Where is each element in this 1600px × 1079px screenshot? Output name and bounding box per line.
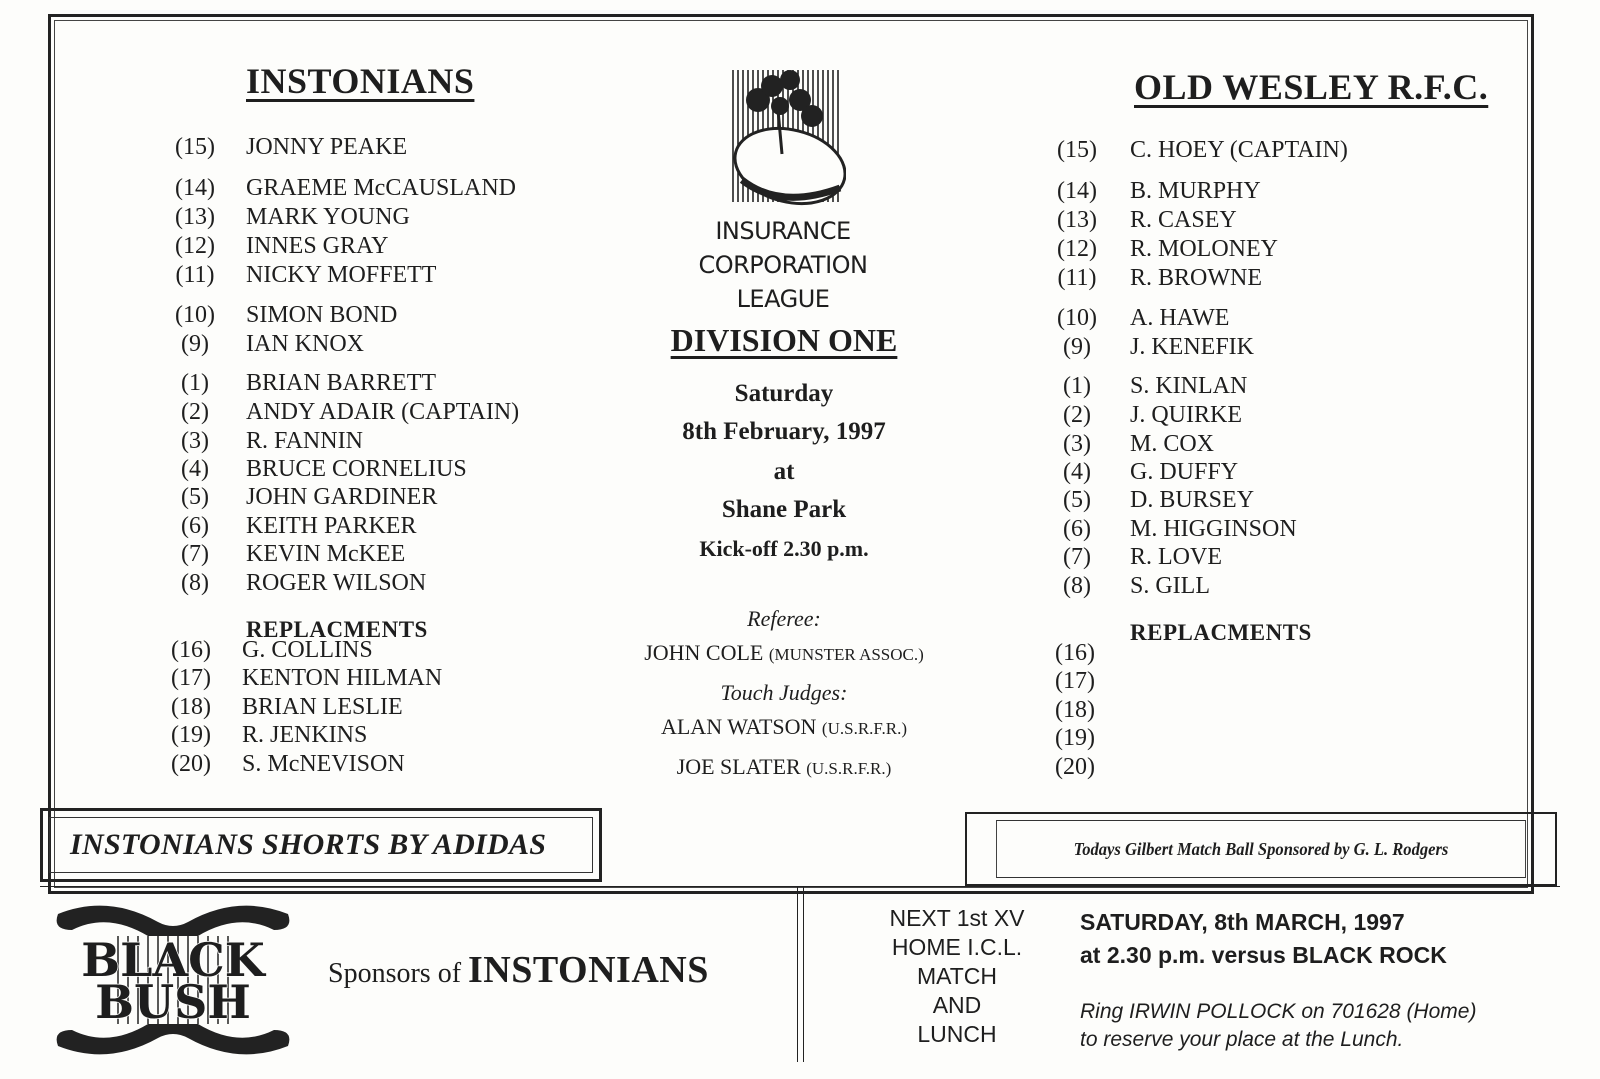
player-name: J. KENEFIK bbox=[1130, 334, 1254, 360]
player-number: (12) bbox=[175, 233, 215, 259]
league-logo-icon bbox=[730, 70, 846, 210]
player-name: R. BROWNE bbox=[1130, 265, 1262, 291]
player-name: B. MURPHY bbox=[1130, 178, 1261, 204]
player-name: KEVIN McKEE bbox=[246, 541, 406, 567]
player-number: (8) bbox=[181, 570, 209, 596]
touch-judge-2 bbox=[580, 754, 988, 780]
match-ball-sponsor-text: Todays Gilbert Match Ball Sponsored by G. L. Rodgers bbox=[996, 820, 1526, 878]
player-number: (5) bbox=[1063, 487, 1091, 513]
player-number: (2) bbox=[181, 399, 209, 425]
referee-association: (MUNSTER ASSOC.) bbox=[768, 645, 924, 664]
next-match-label-line: MATCH bbox=[916, 963, 998, 989]
referee-line bbox=[580, 640, 988, 666]
logo-line-1: BLACK bbox=[81, 933, 265, 987]
player-name: R. CASEY bbox=[1130, 207, 1237, 233]
kickoff-time: Kick-off 2.30 p.m. bbox=[699, 536, 869, 561]
player-number: (6) bbox=[181, 513, 209, 539]
player-number: (5) bbox=[181, 484, 209, 510]
player-name: M. COX bbox=[1130, 431, 1215, 457]
player-name: KEITH PARKER bbox=[246, 513, 417, 539]
away-replacements-heading: REPLACMENTS bbox=[1130, 620, 1312, 645]
player-number: (1) bbox=[181, 370, 209, 396]
player-number: (4) bbox=[181, 456, 209, 482]
player-name: JOHN GARDINER bbox=[246, 484, 438, 510]
match-venue: Shane Park bbox=[721, 496, 847, 523]
player-number: (14) bbox=[175, 175, 215, 201]
next-match-date-line-1: SATURDAY, 8th MARCH, 1997 bbox=[1080, 909, 1405, 935]
player-number: (19) bbox=[1055, 725, 1095, 751]
player-number: (13) bbox=[175, 204, 215, 230]
player-name: D. BURSEY bbox=[1130, 487, 1255, 513]
home-replacements-heading: REPLACMENTS bbox=[246, 617, 428, 642]
player-name: BRIAN BARRETT bbox=[246, 370, 437, 396]
touch-judge-1-name: ALAN WATSON bbox=[660, 714, 817, 739]
touch-judge-1-association: (U.S.R.F.R.) bbox=[821, 719, 907, 738]
player-number: (8) bbox=[1063, 573, 1091, 599]
touch-judge-2-association: (U.S.R.F.R.) bbox=[806, 759, 892, 778]
player-number: (10) bbox=[175, 302, 215, 328]
referee-label: Referee: bbox=[747, 606, 821, 631]
player-number: (15) bbox=[175, 134, 215, 160]
player-number: (6) bbox=[1063, 516, 1091, 542]
player-number: (17) bbox=[171, 665, 211, 691]
league-name: INSURANCE CORPORATION LEAGUE bbox=[698, 217, 868, 313]
match-day: Saturday bbox=[734, 380, 834, 407]
player-number: (16) bbox=[1055, 640, 1095, 666]
player-name: R. FANNIN bbox=[246, 428, 363, 454]
referee-name: JOHN COLE bbox=[644, 640, 764, 665]
next-match-label-line: LUNCH bbox=[917, 1021, 997, 1047]
sponsor-text: Sponsors of bbox=[328, 958, 462, 989]
next-match-date-line-2: at 2.30 p.m. versus BLACK ROCK bbox=[1080, 942, 1447, 968]
away-team-title: OLD WESLEY R.F.C. bbox=[1134, 67, 1489, 107]
player-name: ROGER WILSON bbox=[246, 570, 427, 596]
player-number: (7) bbox=[1063, 544, 1091, 570]
player-number: (3) bbox=[181, 428, 209, 454]
player-number: (9) bbox=[181, 331, 209, 357]
player-name: S. KINLAN bbox=[1130, 373, 1248, 399]
player-number: (3) bbox=[1063, 431, 1091, 457]
player-name: KENTON HILMAN bbox=[242, 665, 443, 691]
sponsor-team: INSTONIANS bbox=[468, 949, 709, 991]
lunch-reservation-note bbox=[1080, 998, 1476, 1054]
home-team-title: INSTONIANS bbox=[246, 61, 475, 101]
shorts-sponsor-text: INSTONIANS SHORTS BY ADIDAS bbox=[49, 817, 593, 873]
reservation-line-1: Ring IRWIN POLLOCK on 701628 (Home) bbox=[1080, 1000, 1477, 1023]
player-number: (20) bbox=[171, 751, 211, 777]
player-number: (12) bbox=[1057, 236, 1097, 262]
player-number: (18) bbox=[1055, 697, 1095, 723]
next-match-date bbox=[1080, 906, 1447, 972]
player-number: (11) bbox=[175, 262, 215, 288]
player-number: (15) bbox=[1057, 137, 1097, 163]
next-match-label-line: AND bbox=[932, 992, 982, 1018]
player-name: R. MOLONEY bbox=[1130, 236, 1278, 262]
player-number: (7) bbox=[181, 541, 209, 567]
player-name: GRAEME McCAUSLAND bbox=[246, 175, 516, 201]
shorts-sponsor-box bbox=[40, 808, 602, 882]
player-name: R. LOVE bbox=[1130, 544, 1222, 570]
next-match-label bbox=[872, 904, 1042, 1049]
player-number: (20) bbox=[1055, 754, 1095, 780]
player-name: S. McNEVISON bbox=[242, 751, 405, 777]
player-name: SIMON BOND bbox=[246, 302, 398, 328]
bottom-vertical-divider bbox=[797, 886, 804, 1062]
player-number: (18) bbox=[171, 694, 211, 720]
player-name: MARK YOUNG bbox=[246, 204, 410, 230]
player-name: A. HAWE bbox=[1130, 305, 1230, 331]
next-match-label-line: NEXT 1st XV bbox=[889, 905, 1025, 931]
next-match-label-line: HOME I.C.L. bbox=[891, 934, 1023, 960]
player-number: (16) bbox=[171, 637, 211, 663]
player-name: G. DUFFY bbox=[1130, 459, 1239, 485]
match-date: 8th February, 1997 bbox=[682, 418, 886, 445]
player-name: BRIAN LESLIE bbox=[242, 694, 403, 720]
touch-judge-1 bbox=[580, 714, 988, 740]
match-ball-sponsor-box bbox=[965, 812, 1557, 886]
player-name: M. HIGGINSON bbox=[1130, 516, 1297, 542]
sponsor-statement bbox=[328, 948, 709, 992]
player-number: (13) bbox=[1057, 207, 1097, 233]
player-name: R. JENKINS bbox=[242, 722, 368, 748]
black-bush-logo bbox=[48, 900, 298, 1060]
player-name: BRUCE CORNELIUS bbox=[246, 456, 467, 482]
player-name: JONNY PEAKE bbox=[246, 134, 408, 160]
player-name: NICKY MOFFETT bbox=[246, 262, 437, 288]
touch-judges-label: Touch Judges: bbox=[720, 680, 848, 705]
player-name: IAN KNOX bbox=[246, 331, 364, 357]
player-name: S. GILL bbox=[1130, 573, 1210, 599]
player-name: G. COLLINS bbox=[242, 637, 373, 663]
player-number: (2) bbox=[1063, 402, 1091, 428]
player-number: (1) bbox=[1063, 373, 1091, 399]
player-name: C. HOEY (CAPTAIN) bbox=[1130, 137, 1348, 163]
player-name: ANDY ADAIR (CAPTAIN) bbox=[246, 399, 520, 425]
player-number: (14) bbox=[1057, 178, 1097, 204]
player-number: (17) bbox=[1055, 668, 1095, 694]
touch-judge-2-name: JOE SLATER bbox=[676, 754, 801, 779]
logo-line-2: BUSH bbox=[95, 975, 251, 1029]
player-number: (4) bbox=[1063, 459, 1091, 485]
player-number: (10) bbox=[1057, 305, 1097, 331]
player-name: INNES GRAY bbox=[246, 233, 389, 259]
player-number: (9) bbox=[1063, 334, 1091, 360]
match-at: at bbox=[773, 458, 795, 485]
player-number: (19) bbox=[171, 722, 211, 748]
player-number: (11) bbox=[1057, 265, 1097, 291]
reservation-line-2: to reserve your place at the Lunch. bbox=[1080, 1028, 1404, 1051]
division-title: DIVISION ONE bbox=[670, 322, 898, 358]
player-name: J. QUIRKE bbox=[1130, 402, 1242, 428]
